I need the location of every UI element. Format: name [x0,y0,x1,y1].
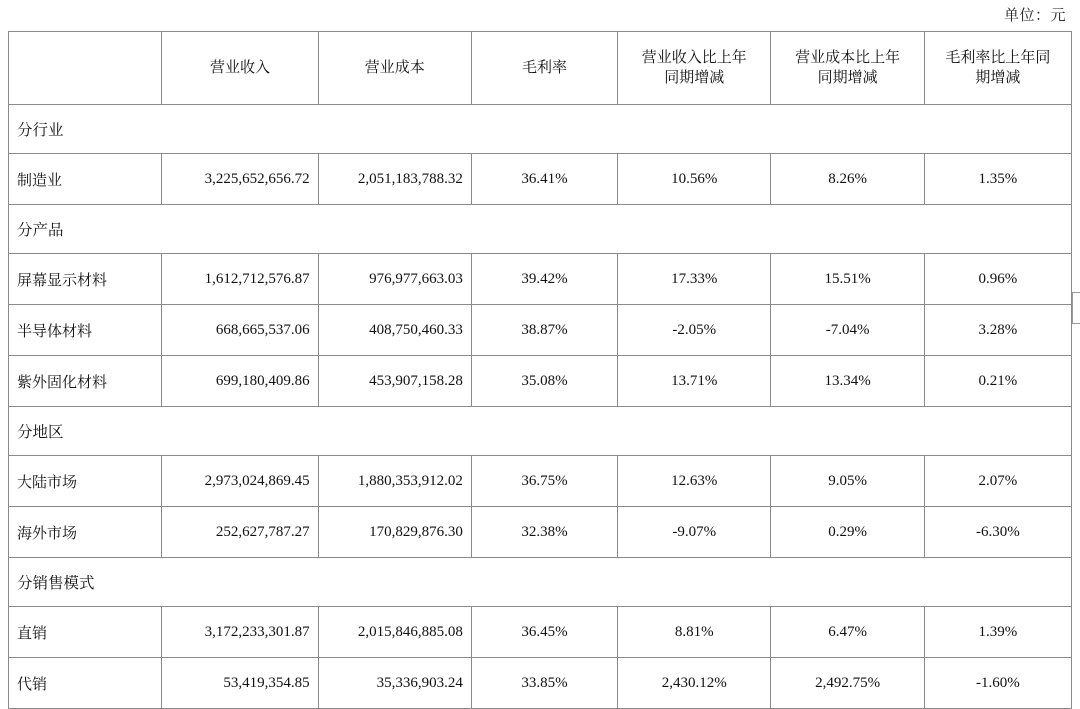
cell-cost: 2,015,846,885.08 [318,607,471,658]
unit-note: 单位：元 [1003,8,1066,24]
row-label: 制造业 [9,154,162,205]
row-label: 屏幕显示材料 [9,254,162,305]
cell-margin-yoy: -1.60% [924,658,1071,709]
section-row [9,558,1072,607]
cell-revenue-yoy: -2.05% [618,305,771,356]
header-gross-margin: 毛利率 [471,32,617,105]
cell-cost-yoy: 8.26% [771,154,924,205]
cell-revenue: 53,419,354.85 [162,658,318,709]
header-row [9,32,1072,105]
row-label: 海外市场 [9,507,162,558]
cell-cost-yoy: 13.34% [771,356,924,407]
header-margin-yoy-line1: 毛利率比上年同 [945,49,1051,66]
cell-revenue: 699,180,409.86 [162,356,318,407]
financial-table [8,31,1072,709]
cell-cost: 35,336,903.24 [318,658,471,709]
cell-revenue: 1,612,712,576.87 [162,254,318,305]
header-cost-yoy-line2: 同期增减 [817,70,878,86]
header-margin-yoy [924,32,1071,105]
cell-revenue: 3,172,233,301.87 [162,607,318,658]
table-row [9,658,1072,709]
cell-margin-yoy: -6.30% [924,507,1071,558]
row-label: 代销 [9,658,162,709]
cell-cost: 453,907,158.28 [318,356,471,407]
header-revenue-yoy [618,32,771,105]
cell-revenue: 668,665,537.06 [162,305,318,356]
table-row [9,456,1072,507]
table-row [9,154,1072,205]
cell-cost: 1,880,353,912.02 [318,456,471,507]
row-label: 直销 [9,607,162,658]
cell-margin-yoy: 2.07% [924,456,1071,507]
header-cost-yoy-line1: 营业成本比上年 [795,49,901,66]
cell-cost-yoy: -7.04% [771,305,924,356]
cell-revenue-yoy: 12.63% [618,456,771,507]
header-cost-yoy [771,32,924,105]
table-header [9,32,1072,105]
header-revenue-yoy-line2: 同期增减 [664,70,725,86]
table-row [9,305,1072,356]
cell-gross-margin: 32.38% [471,507,617,558]
header-revenue-yoy-line1: 营业收入比上年 [641,49,747,66]
row-label: 紫外固化材料 [9,356,162,407]
cell-cost-yoy: 9.05% [771,456,924,507]
cell-cost: 170,829,876.30 [318,507,471,558]
cell-revenue-yoy: 17.33% [618,254,771,305]
header-revenue: 营业收入 [162,32,318,105]
section-row [9,105,1072,154]
header-cost: 营业成本 [318,32,471,105]
cell-margin-yoy: 0.21% [924,356,1071,407]
cell-cost-yoy: 15.51% [771,254,924,305]
row-label: 半导体材料 [9,305,162,356]
section-row [9,205,1072,254]
cell-gross-margin: 38.87% [471,305,617,356]
table-row [9,254,1072,305]
cell-gross-margin: 35.08% [471,356,617,407]
section-label: 分销售模式 [9,558,1072,607]
cell-gross-margin: 36.41% [471,154,617,205]
cell-cost: 976,977,663.03 [318,254,471,305]
cell-revenue-yoy: 8.81% [618,607,771,658]
cell-gross-margin: 33.85% [471,658,617,709]
cell-cost-yoy: 2,492.75% [771,658,924,709]
table-row [9,607,1072,658]
cell-margin-yoy: 0.96% [924,254,1071,305]
section-label: 分产品 [9,205,1072,254]
row-label: 大陆市场 [9,456,162,507]
table-row [9,507,1072,558]
cell-cost: 2,051,183,788.32 [318,154,471,205]
cell-revenue: 2,973,024,869.45 [162,456,318,507]
cell-margin-yoy: 3.28% [924,305,1071,356]
section-row [9,407,1072,456]
header-corner [9,32,162,105]
cell-gross-margin: 36.45% [471,607,617,658]
cell-revenue-yoy: -9.07% [618,507,771,558]
cell-revenue: 252,627,787.27 [162,507,318,558]
cell-revenue-yoy: 10.56% [618,154,771,205]
cell-margin-yoy: 1.39% [924,607,1071,658]
cell-cost-yoy: 0.29% [771,507,924,558]
cell-revenue-yoy: 2,430.12% [618,658,771,709]
table-row [9,356,1072,407]
cell-cost-yoy: 6.47% [771,607,924,658]
header-margin-yoy-line2: 期增减 [975,70,1021,86]
cell-gross-margin: 36.75% [471,456,617,507]
cell-revenue: 3,225,652,656.72 [162,154,318,205]
cell-cost: 408,750,460.33 [318,305,471,356]
table-body [9,105,1072,709]
section-label: 分地区 [9,407,1072,456]
section-label: 分行业 [9,105,1072,154]
page-edge-mark [1072,292,1080,324]
cell-revenue-yoy: 13.71% [618,356,771,407]
cell-margin-yoy: 1.35% [924,154,1071,205]
cell-gross-margin: 39.42% [471,254,617,305]
